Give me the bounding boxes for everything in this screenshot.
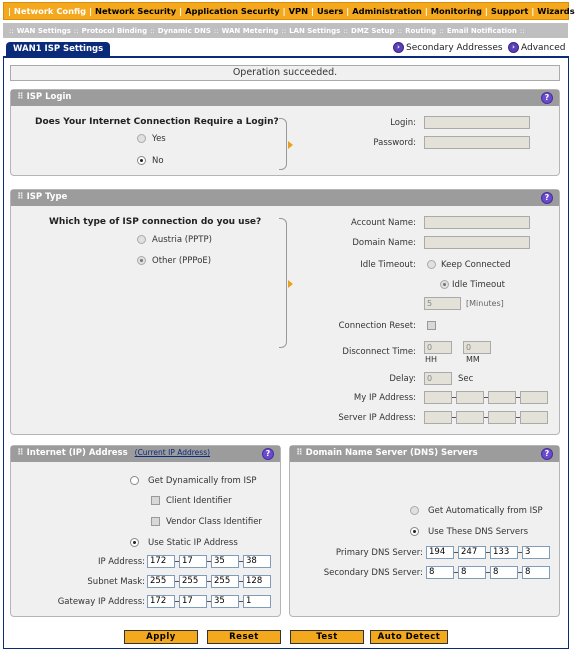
internet-ip-title: Internet (IP) Address xyxy=(26,448,128,458)
delay-field[interactable]: 0 xyxy=(424,372,452,385)
advanced-label: Advanced xyxy=(521,42,566,53)
domain-name-label: Domain Name: xyxy=(352,238,416,248)
mm-label: MM xyxy=(466,355,480,364)
status-message: Operation succeeded. xyxy=(10,65,560,81)
disconnect-time-label: Disconnect Time: xyxy=(342,347,416,357)
arrow-right-icon xyxy=(288,280,293,288)
auto-detect-button[interactable]: Auto Detect xyxy=(370,630,448,644)
apply-button[interactable]: Apply xyxy=(124,630,198,644)
gateway-octet-2[interactable]: 17 xyxy=(179,595,207,608)
password-field[interactable] xyxy=(424,136,530,149)
nav-application-security[interactable]: Application Security xyxy=(185,6,280,16)
current-ip-link[interactable]: (Current IP Address) xyxy=(134,448,211,457)
mask-octet-1[interactable]: 255 xyxy=(147,575,175,588)
grip-icon: ⠿ xyxy=(17,192,24,202)
primary-dns-octet-3[interactable]: 133 xyxy=(490,546,518,559)
dns-auto-label: Get Automatically from ISP xyxy=(428,506,543,516)
login-field[interactable] xyxy=(424,116,530,129)
client-identifier-label: Client Identifier xyxy=(166,496,232,506)
idle-timeout-radio[interactable] xyxy=(440,280,449,289)
isp-type-question: Which type of ISP connection do you use? xyxy=(49,217,262,227)
secondary-dns-label: Secondary DNS Server: xyxy=(323,568,423,578)
secondary-dns-octet-3[interactable]: 8 xyxy=(490,566,518,579)
client-identifier-checkbox[interactable] xyxy=(151,496,160,505)
nav-monitoring[interactable]: Monitoring xyxy=(430,6,482,16)
advanced-link[interactable] xyxy=(508,42,565,53)
secondary-dns-octet-1[interactable]: 8 xyxy=(426,566,454,579)
server-ip-octet-2[interactable] xyxy=(456,411,484,424)
sec-label: Sec xyxy=(458,374,474,384)
login-yes-label: Yes xyxy=(152,134,166,144)
top-navigation xyxy=(0,0,581,22)
primary-dns-octet-2[interactable]: 247 xyxy=(458,546,486,559)
tab-wan1-isp-settings[interactable]: WAN1 ISP Settings xyxy=(6,42,110,57)
dns-header xyxy=(290,446,559,462)
arrow-right-icon: › xyxy=(393,42,404,53)
primary-dns-octet-4[interactable]: 3 xyxy=(522,546,550,559)
server-ip-octet-3[interactable] xyxy=(488,411,516,424)
gateway-octet-4[interactable]: 1 xyxy=(243,595,271,608)
secondary-addresses-label: Secondary Addresses xyxy=(406,42,503,53)
nav-users[interactable]: Users xyxy=(316,6,344,16)
isp-type-title: ISP Type xyxy=(26,192,68,202)
server-ip-octet-1[interactable] xyxy=(424,411,452,424)
minutes-label: [Minutes] xyxy=(466,299,504,308)
subnav-lan-settings[interactable]: LAN Settings xyxy=(289,26,341,35)
keep-connected-radio[interactable] xyxy=(427,260,436,269)
nav-wizards[interactable]: Wizards xyxy=(537,6,575,16)
login-no-label: No xyxy=(152,156,164,166)
login-no-radio[interactable] xyxy=(137,156,146,165)
isp-login-panel xyxy=(10,89,560,176)
disconnect-hh-field[interactable]: 0 xyxy=(424,341,452,354)
subnav-wan-metering[interactable]: WAN Metering xyxy=(221,26,279,35)
login-yes-radio[interactable] xyxy=(137,134,146,143)
reset-button[interactable]: Reset xyxy=(207,630,281,644)
primary-dns-label: Primary DNS Server: xyxy=(335,548,423,558)
nav-network-security[interactable]: Network Security xyxy=(95,6,177,16)
top-navigation-bar: | Network Config | Network Security | Application Security | VPN | Users | Administration | Monitoring | Support | Wizards | xyxy=(3,2,569,20)
sub-navigation: :: WAN Settings :: Protocol Binding :: Dynamic DNS :: WAN Metering :: LAN Settings :: DMZ Setup :: Routing :: Email Notification :: xyxy=(3,23,568,38)
my-ip-octet-3[interactable] xyxy=(488,391,516,404)
gateway-label: Gateway IP Address: xyxy=(57,597,145,607)
vendor-class-label: Vendor Class Identifier xyxy=(166,517,262,527)
isp-login-title: ISP Login xyxy=(26,92,72,102)
my-ip-label: My IP Address: xyxy=(353,393,416,403)
isp-type-panel xyxy=(10,189,560,435)
delay-label: Delay: xyxy=(389,374,416,384)
ip-address-label: IP Address: xyxy=(97,557,145,567)
subnav-dmz-setup[interactable]: DMZ Setup xyxy=(351,26,395,35)
my-ip-octet-2[interactable] xyxy=(456,391,484,404)
nav-administration[interactable]: Administration xyxy=(352,6,422,16)
help-icon[interactable]: ? xyxy=(541,92,553,104)
subnav-routing[interactable]: Routing xyxy=(405,26,437,35)
keep-connected-label: Keep Connected xyxy=(441,260,511,270)
my-ip-octet-1[interactable] xyxy=(424,391,452,404)
bracket-divider xyxy=(279,218,287,348)
dns-panel xyxy=(289,445,560,617)
idle-timeout-label: Idle Timeout: xyxy=(360,260,416,270)
dns-title: Domain Name Server (DNS) Servers xyxy=(305,448,478,458)
mask-octet-4[interactable]: 128 xyxy=(243,575,271,588)
gateway-octet-3[interactable]: 35 xyxy=(211,595,239,608)
arrow-right-icon: › xyxy=(508,42,519,53)
secondary-dns-octet-2[interactable]: 8 xyxy=(458,566,486,579)
hh-label: HH xyxy=(425,355,438,364)
nav-vpn[interactable]: VPN xyxy=(288,6,309,16)
help-icon[interactable]: ? xyxy=(541,448,553,460)
ip-octet-4[interactable]: 38 xyxy=(243,555,271,568)
mask-octet-3[interactable]: 255 xyxy=(211,575,239,588)
grip-icon: ⠿ xyxy=(17,448,24,458)
static-ip-radio[interactable] xyxy=(130,538,139,547)
subnet-mask-label: Subnet Mask: xyxy=(87,577,145,587)
austria-label: Austria (PPTP) xyxy=(152,235,212,245)
bracket-divider xyxy=(279,118,287,170)
password-label: Password: xyxy=(373,138,416,148)
nav-network-config[interactable]: Network Config xyxy=(13,6,87,16)
server-ip-octet-4[interactable] xyxy=(520,411,548,424)
account-name-label: Account Name: xyxy=(351,218,416,228)
isp-type-header xyxy=(11,190,559,206)
account-name-field[interactable] xyxy=(424,216,530,229)
connection-reset-checkbox[interactable] xyxy=(427,321,436,330)
disconnect-mm-field[interactable]: 0 xyxy=(463,341,491,354)
idle-minutes-field[interactable]: 5 xyxy=(424,297,461,310)
grip-icon: ⠿ xyxy=(296,448,303,458)
dns-use-radio[interactable] xyxy=(410,527,419,536)
arrow-right-icon xyxy=(288,141,293,149)
dynamic-ip-label: Get Dynamically from ISP xyxy=(148,476,257,486)
ip-octet-1[interactable]: 172 xyxy=(147,555,175,568)
grip-icon: ⠿ xyxy=(17,92,24,102)
help-icon[interactable]: ? xyxy=(541,192,553,204)
login-label: Login: xyxy=(390,118,416,128)
subnav-dynamic-dns[interactable]: Dynamic DNS xyxy=(157,26,211,35)
dns-use-label: Use These DNS Servers xyxy=(428,527,529,537)
ip-octet-2[interactable]: 17 xyxy=(179,555,207,568)
dynamic-ip-radio[interactable] xyxy=(130,476,139,485)
internet-ip-header xyxy=(11,446,280,462)
austria-radio[interactable] xyxy=(137,235,146,244)
help-icon[interactable]: ? xyxy=(262,448,274,460)
other-label: Other (PPPoE) xyxy=(152,256,212,266)
gateway-octet-1[interactable]: 172 xyxy=(147,595,175,608)
mask-octet-2[interactable]: 255 xyxy=(179,575,207,588)
nav-support[interactable]: Support xyxy=(490,6,529,16)
secondary-dns-octet-4[interactable]: 8 xyxy=(522,566,550,579)
isp-login-header xyxy=(11,90,559,106)
idle-timeout-option-label: Idle Timeout xyxy=(452,280,505,290)
dns-auto-radio[interactable] xyxy=(410,506,419,515)
domain-name-field[interactable] xyxy=(424,236,530,249)
my-ip-octet-4[interactable] xyxy=(520,391,548,404)
vendor-class-checkbox[interactable] xyxy=(151,517,160,526)
static-ip-label: Use Static IP Address xyxy=(148,538,238,548)
primary-dns-octet-1[interactable]: 194 xyxy=(426,546,454,559)
subnav-email-notification[interactable]: Email Notification xyxy=(446,26,517,35)
other-radio[interactable] xyxy=(137,256,146,265)
connection-reset-label: Connection Reset: xyxy=(338,321,416,331)
server-ip-label: Server IP Address: xyxy=(338,413,416,423)
test-button[interactable]: Test xyxy=(290,630,364,644)
tab-row xyxy=(3,40,569,57)
subnav-protocol-binding[interactable]: Protocol Binding xyxy=(81,26,148,35)
login-question: Does Your Internet Connection Require a Login? xyxy=(35,117,279,127)
ip-octet-3[interactable]: 35 xyxy=(211,555,239,568)
internet-ip-panel xyxy=(10,445,281,617)
secondary-addresses-link[interactable] xyxy=(393,42,503,53)
subnav-wan-settings[interactable]: WAN Settings xyxy=(16,26,71,35)
